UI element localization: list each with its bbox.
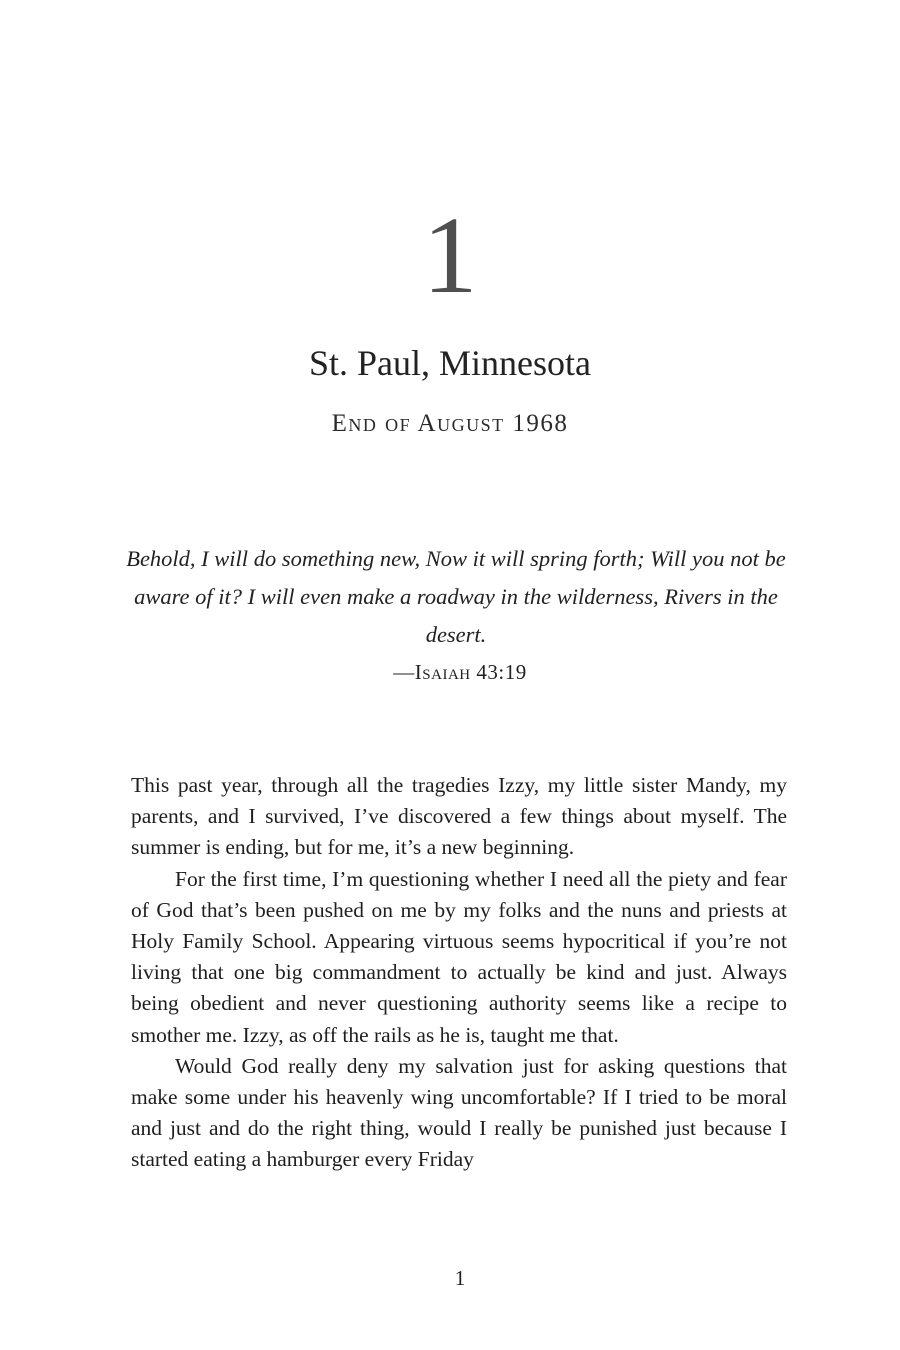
- chapter-number: 1: [422, 194, 478, 316]
- body-text: [131, 770, 787, 1176]
- paragraph: Would God really deny my salvation just for asking questions that make some under his heavenly wing uncomfortable? If I tried to be moral and just and do the right thing, would I really be punished just because I started eating a hamburger every Friday: [131, 1053, 787, 1172]
- paragraph: This past year, through all the tragedies Izzy, my little sister Mandy, my parents, and I survived, I’ve discovered a few things about myself. The summer is ending, but for me, it’s a new beginning.: [131, 773, 787, 860]
- chapter-title: St. Paul, Minnesota: [308, 343, 591, 383]
- epigraph-quote: Behold, I will do something new, Now it will spring forth; Will you not be aware of it? I will even make a roadway in the wilderness, Rivers in the desert.: [126, 546, 786, 647]
- paragraph: For the first time, I’m questioning whether I need all the piety and fear of God that’s been pushed on me by my folks and the nuns and priests at Holy Family School. Appearing virtuous seems hypocritical if you’re not living that one big commandment to actually be kind and just. Always being obedient and never questioning authority seems like a recipe to smother me. Izzy, as off the rails as he is, taught me that.: [131, 866, 787, 1047]
- epigraph-source: —Isaiah 43:19: [393, 660, 527, 684]
- page-number: 1: [454, 1266, 466, 1290]
- chapter-subtitle: End of August 1968: [331, 410, 569, 437]
